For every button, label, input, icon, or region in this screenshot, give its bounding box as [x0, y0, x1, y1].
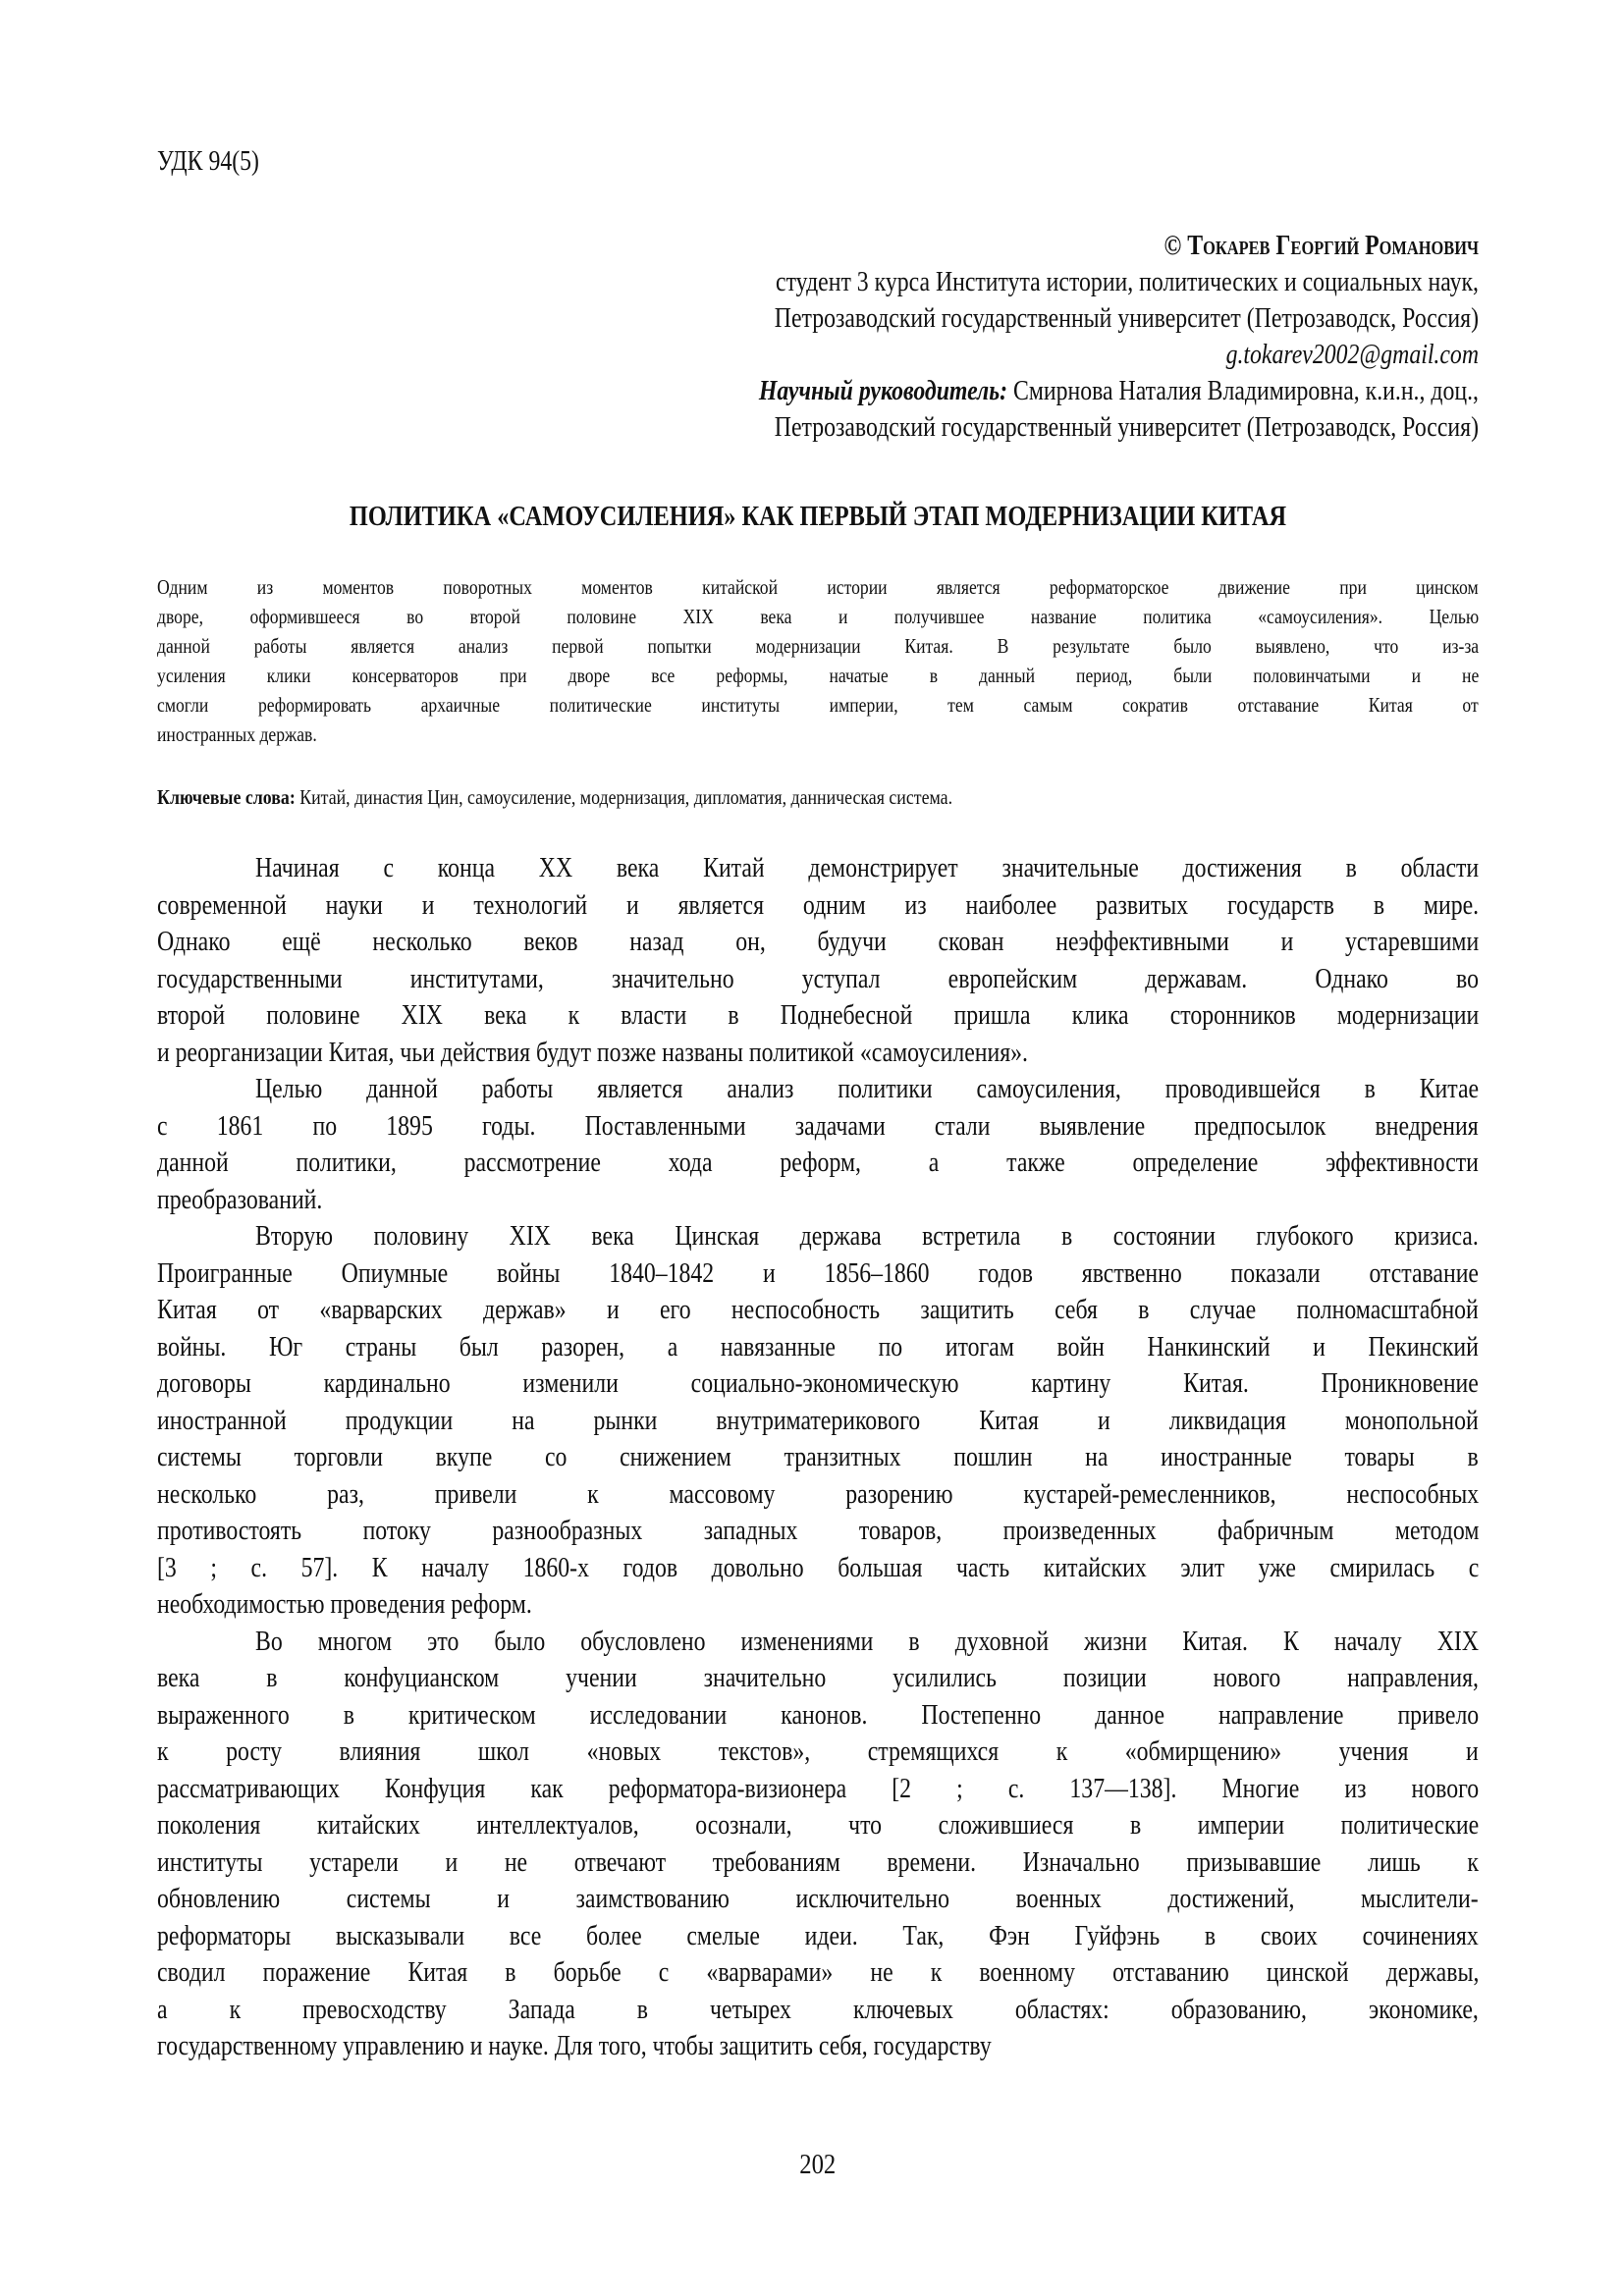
body-line: сводил поражение Китая в борьбе с «варварами» не к военному отставанию цинской державы,	[157, 1956, 1479, 1988]
body-line: иностранной продукции на рынки внутриматерикового Китая и ликвидация монопольной	[157, 1404, 1479, 1436]
keywords-text: Китай, династия Цин, самоусиление, модернизация, дипломатия, данническая система.	[295, 785, 953, 809]
author-block	[157, 228, 1479, 446]
body-line: к росту влияния школ «новых текстов», стремящихся к «обмирщению» учения и	[157, 1735, 1479, 1767]
body-line: институты устарели и не отвечают требованиям времени. Изначально призывавшие лишь к	[157, 1845, 1479, 1878]
abstract	[157, 572, 1479, 749]
author-affiliation: Петрозаводский государственный университет (Петрозаводск, Россия)	[774, 302, 1479, 334]
body-line: государственными институтами, значительно уступал европейским державам. Однако во	[157, 962, 1479, 994]
body-line: второй половине XIX века к власти в Поднебесной пришла клика сторонников модернизации	[157, 999, 1479, 1031]
body-line: Начиная с конца XX века Китай демонстрирует значительные достижения в области	[255, 852, 1479, 883]
body-line: Проигранные Опиумные войны 1840–1842 и 1856–1860 годов явственно показали отставание	[157, 1256, 1479, 1289]
body-line: поколения китайских интеллектуалов, осознали, что сложившиеся в империи политические	[157, 1809, 1479, 1841]
body-paragraph	[157, 1624, 1479, 2065]
body-line: и реорганизации Китая, чьи действия будут позже названы политикой «самоусиления».	[157, 1036, 1028, 1068]
body-line: Китая от «варварских держав» и его неспособность защитить себя в случае полномасштабной	[157, 1294, 1479, 1325]
body-line: необходимостью проведения реформ.	[157, 1588, 532, 1620]
supervisor-affiliation: Петрозаводский государственный университет (Петрозаводск, Россия)	[774, 411, 1479, 443]
abstract-line: иностранных держав.	[157, 722, 317, 746]
body-line: Вторую половину XIX века Цинская держава встретила в состоянии глубокого кризиса.	[255, 1220, 1479, 1252]
body-paragraph	[157, 1218, 1479, 1624]
body-line: преобразований.	[157, 1183, 323, 1215]
body-line: несколько раз, привели к массовому разорению кустарей-ремесленников, неспособных	[157, 1477, 1479, 1510]
body-line: государственному управлению и науке. Для того, чтобы защитить себя, государству	[157, 2030, 992, 2061]
article-title: ПОЛИТИКА «САМОУСИЛЕНИЯ» КАК ПЕРВЫЙ ЭТАП МОДЕРНИЗАЦИИ КИТАЯ	[349, 501, 1287, 532]
keywords-label: Ключевые слова:	[157, 785, 296, 809]
body-line: данной политики, рассмотрение хода реформ, а также определение эффективности	[157, 1147, 1479, 1178]
body-line: противостоять потоку разнообразных западных товаров, произведенных фабричным методом	[157, 1515, 1479, 1546]
author-name: © Токарев Георгий Романович	[1163, 230, 1479, 261]
author-position: студент 3 курса Института истории, политических и социальных наук,	[776, 266, 1479, 297]
supervisor-name: Смирнова Наталия Владимировна, к.и.н., доц.,	[1007, 375, 1479, 406]
abstract-line: данной работы является анализ первой попытки модернизации Китая. В результате было выявлено, что из-за	[157, 634, 1479, 658]
udk-code: УДК 94(5)	[157, 145, 259, 177]
supervisor-label: Научный руководитель:	[758, 375, 1008, 406]
page-number: 202	[799, 2149, 837, 2180]
body-line: рассматривающих Конфуция как реформатора-визионера [2 ; с. 137—138]. Многие из нового	[157, 1772, 1479, 1804]
abstract-line: смогли реформировать архаичные политические институты империи, тем самым сократив отставание Китая от	[157, 693, 1479, 717]
body-line: [3 ; с. 57]. К началу 1860-х годов довольно большая часть китайских элит уже смирилась с	[157, 1551, 1479, 1583]
body-line: выраженного в критическом исследовании канонов. Постепенно данное направление привело	[157, 1698, 1479, 1731]
author-email[interactable]: g.tokarev2002@gmail.com	[1225, 339, 1479, 370]
body-line: обновлению системы и заимствованию исключительно военных достижений, мыслители-	[157, 1883, 1479, 1914]
body-line: Однако ещё несколько веков назад он, будучи скован неэффективными и устаревшими	[157, 926, 1479, 957]
body-line: Во многом это было обусловлено изменениями в духовной жизни Китая. К началу XIX	[255, 1625, 1479, 1657]
body-text	[157, 850, 1479, 2065]
body-line: войны. Юг страны был разорен, а навязанные по итогам войн Нанкинский и Пекинский	[157, 1330, 1479, 1362]
abstract-line: усиления клики консерваторов при дворе все реформы, начатые в данный период, были половинчатыми и не	[157, 664, 1479, 687]
body-line: Целью данной работы является анализ политики самоусиления, проводившейся в Китае	[255, 1073, 1479, 1104]
supervisor-line	[395, 373, 1479, 409]
abstract-line: Одним из моментов поворотных моментов китайской истории является реформаторское движение при цинском	[157, 575, 1479, 599]
body-paragraph	[157, 850, 1479, 1071]
body-line: а к превосходству Запада в четырех ключевых областях: образованию, экономике,	[157, 1993, 1479, 2025]
keywords	[157, 782, 1254, 812]
body-line: договоры кардинально изменили социально-экономическую картину Китая. Проникновение	[157, 1367, 1479, 1399]
body-line: системы торговли вкупе со снижением транзитных пошлин на иностранные товары в	[157, 1441, 1479, 1472]
abstract-line: дворе, оформившееся во второй половине XIX века и получившее название политика «самоусиления». Целью	[157, 605, 1479, 628]
body-line: реформаторы высказывали все более смелые идеи. Так, Фэн Гуйфэнь в своих сочинениях	[157, 1919, 1479, 1951]
body-paragraph	[157, 1071, 1479, 1218]
body-line: века в конфуцианском учении значительно усилились позиции нового направления,	[157, 1662, 1479, 1693]
body-line: с 1861 по 1895 годы. Поставленными задачами стали выявление предпосылок внедрения	[157, 1109, 1479, 1142]
body-line: современной науки и технологий и является одним из наиболее развитых государств в мире.	[157, 888, 1479, 921]
